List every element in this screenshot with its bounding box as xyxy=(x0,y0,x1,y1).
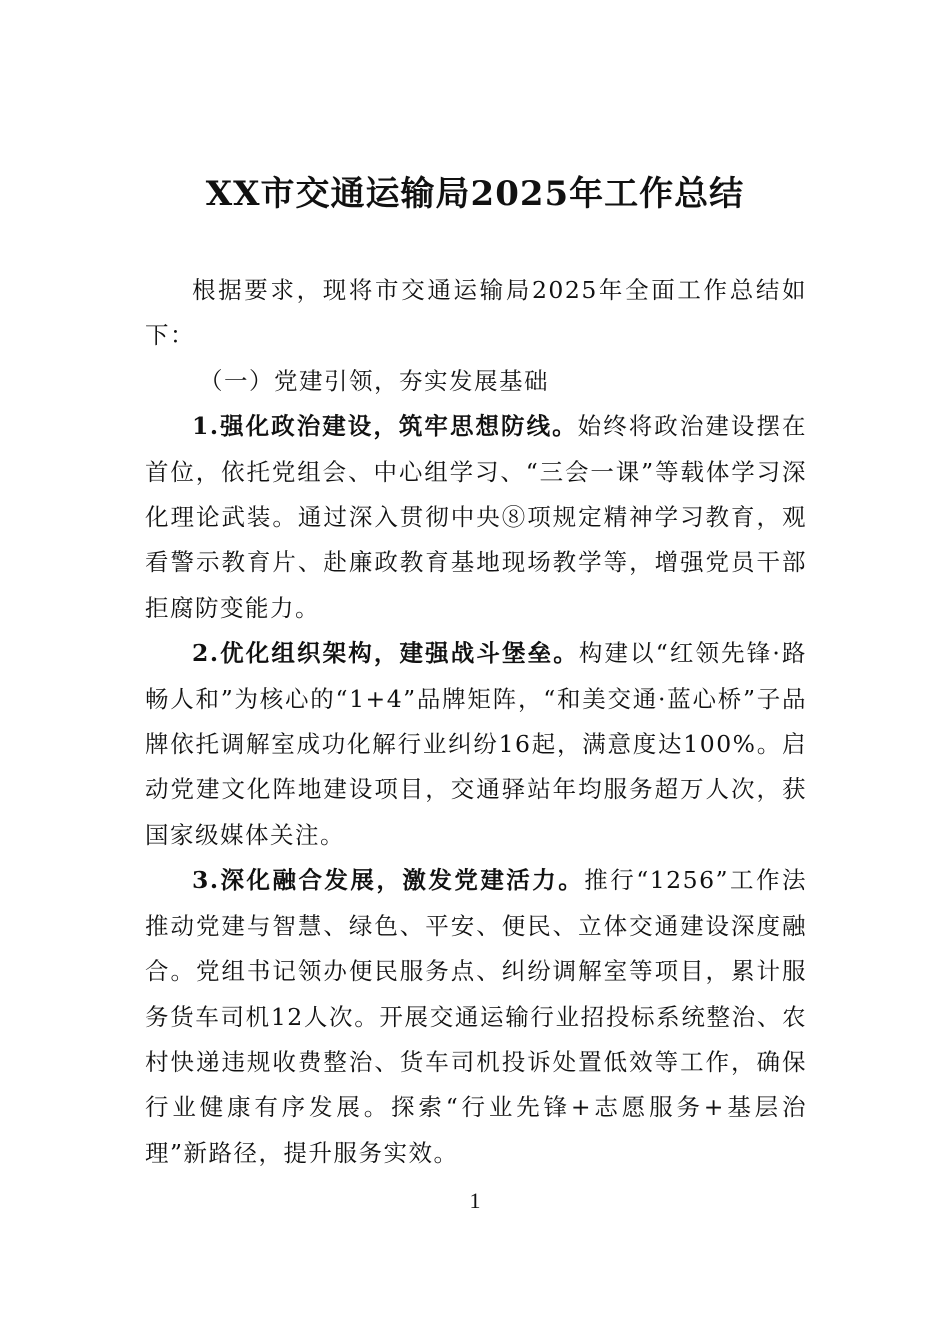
intro-paragraph: 根据要求，现将市交通运输局2025年全面工作总结如下： xyxy=(145,276,807,350)
paragraph-1 xyxy=(145,404,807,631)
section-heading: （一）党建引领，夯实发展基础 xyxy=(199,366,550,395)
paragraph-2-text: 构建以“红领先锋·路畅人和”为核心的“1+4”品牌矩阵，“和美交通·蓝心桥”子品牌依托调解室成功化解行业纠纷16起，满意度达100%。启动党建文化阵地建设项目，交通驿站年均服务超万人次，获国家级媒体关注。 xyxy=(145,639,807,849)
paragraph-1-text: 始终将政治建设摆在首位，依托党组会、中心组学习、“三会一课”等载体学习深化理论武装。通过深入贯彻中央⑧项规定精神学习教育，观看警示教育片、赴廉政教育基地现场教学等，增强党员干部拒腐防变能力。 xyxy=(145,412,807,622)
page-number: 1 xyxy=(469,1188,481,1213)
document-title: XX市交通运输局2025年工作总结 xyxy=(205,174,745,214)
paragraph-2 xyxy=(145,631,807,858)
paragraph-1-lead: 1.强化政治建设，筑牢思想防线。 xyxy=(192,412,578,441)
paragraph-2-lead: 2.优化组织架构，建强战斗堡垒。 xyxy=(192,639,579,668)
paragraph-3-text: 推行“1256”工作法推动党建与智慧、绿色、平安、便民、立体交通建设深度融合。党组书记领办便民服务点、纠纷调解室等项目，累计服务货车司机12人次。开展交通运输行业招投标系统整治、农村快递违规收费整治、货车司机投诉处置低效等工作，确保行业健康有序发展。探索“行业先锋+志愿服务+基层治理”新路径，提升服务实效。 xyxy=(145,866,807,1167)
paragraph-3-lead: 3.深化融合发展，激发党建活力。 xyxy=(192,866,585,895)
document-body xyxy=(145,268,807,1176)
paragraph-3 xyxy=(145,858,807,1176)
